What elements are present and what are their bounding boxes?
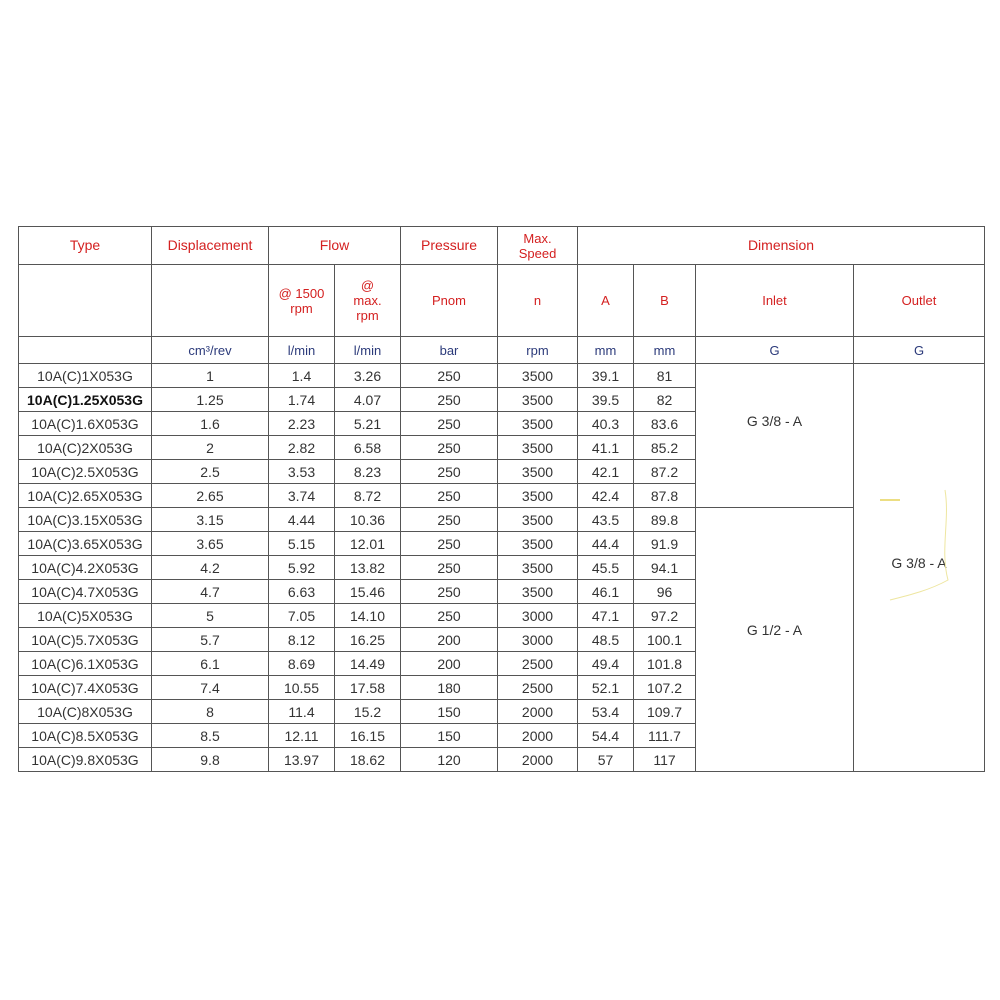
cell-b: 81 — [634, 364, 696, 388]
cell-type: 10A(C)2X053G — [19, 436, 152, 460]
cell-a: 42.1 — [578, 460, 634, 484]
cell-b: 91.9 — [634, 532, 696, 556]
unit-inlet: G — [696, 337, 854, 364]
header-b: B — [634, 265, 696, 337]
cell-pressure: 250 — [401, 508, 498, 532]
header-row-sub — [19, 265, 985, 337]
cell-flow-1500: 6.63 — [269, 580, 335, 604]
cell-inlet-group: G 3/8 - A — [696, 364, 854, 508]
cell-displacement: 3.65 — [152, 532, 269, 556]
cell-pressure: 250 — [401, 364, 498, 388]
cell-flow-max: 8.72 — [335, 484, 401, 508]
cell-flow-max: 8.23 — [335, 460, 401, 484]
cell-speed: 3500 — [498, 532, 578, 556]
cell-flow-max: 15.46 — [335, 580, 401, 604]
header-pressure: Pressure — [401, 227, 498, 265]
cell-a: 39.5 — [578, 388, 634, 412]
cell-flow-max: 6.58 — [335, 436, 401, 460]
cell-outlet: G 3/8 - A — [854, 364, 985, 772]
header-displacement: Displacement — [152, 227, 269, 265]
cell-flow-max: 17.58 — [335, 676, 401, 700]
header-flow: Flow — [269, 227, 401, 265]
cell-displacement: 4.7 — [152, 580, 269, 604]
cell-pressure: 250 — [401, 532, 498, 556]
cell-speed: 3500 — [498, 556, 578, 580]
header-dimension: Dimension — [578, 227, 985, 265]
cell-type: 10A(C)5X053G — [19, 604, 152, 628]
cell-flow-1500: 13.97 — [269, 748, 335, 772]
cell-type: 10A(C)9.8X053G — [19, 748, 152, 772]
header-pnom: Pnom — [401, 265, 498, 337]
cell-flow-1500: 3.74 — [269, 484, 335, 508]
cell-b: 87.2 — [634, 460, 696, 484]
cell-pressure: 250 — [401, 388, 498, 412]
cell-pressure: 250 — [401, 484, 498, 508]
cell-speed: 3500 — [498, 388, 578, 412]
cell-type: 10A(C)1X053G — [19, 364, 152, 388]
cell-type: 10A(C)5.7X053G — [19, 628, 152, 652]
unit-flow-max: l/min — [335, 337, 401, 364]
cell-displacement: 1.6 — [152, 412, 269, 436]
cell-flow-1500: 2.82 — [269, 436, 335, 460]
header-a: A — [578, 265, 634, 337]
cell-flow-1500: 4.44 — [269, 508, 335, 532]
cell-b: 111.7 — [634, 724, 696, 748]
cell-a: 45.5 — [578, 556, 634, 580]
cell-flow-max: 14.10 — [335, 604, 401, 628]
cell-speed: 2500 — [498, 676, 578, 700]
unit-displacement: cm³/rev — [152, 337, 269, 364]
table-row — [19, 508, 985, 532]
cell-pressure: 250 — [401, 460, 498, 484]
cell-pressure: 180 — [401, 676, 498, 700]
unit-type-empty — [19, 337, 152, 364]
cell-type: 10A(C)3.65X053G — [19, 532, 152, 556]
cell-type: 10A(C)4.7X053G — [19, 580, 152, 604]
cell-type: 10A(C)2.5X053G — [19, 460, 152, 484]
cell-inlet-group: G 1/2 - A — [696, 508, 854, 772]
cell-b: 109.7 — [634, 700, 696, 724]
unit-speed: rpm — [498, 337, 578, 364]
cell-flow-max: 16.15 — [335, 724, 401, 748]
cell-speed: 3500 — [498, 580, 578, 604]
cell-flow-1500: 1.4 — [269, 364, 335, 388]
cell-speed: 3500 — [498, 364, 578, 388]
cell-flow-max: 16.25 — [335, 628, 401, 652]
cell-displacement: 1 — [152, 364, 269, 388]
header-row-main — [19, 227, 985, 265]
cell-displacement: 2.5 — [152, 460, 269, 484]
cell-flow-1500: 5.92 — [269, 556, 335, 580]
cell-flow-max: 15.2 — [335, 700, 401, 724]
cell-a: 40.3 — [578, 412, 634, 436]
header-flow-max: @ max. rpm — [335, 265, 401, 337]
cell-displacement: 3.15 — [152, 508, 269, 532]
cell-flow-max: 12.01 — [335, 532, 401, 556]
cell-b: 82 — [634, 388, 696, 412]
cell-type: 10A(C)4.2X053G — [19, 556, 152, 580]
cell-flow-1500: 10.55 — [269, 676, 335, 700]
cell-b: 85.2 — [634, 436, 696, 460]
cell-a: 41.1 — [578, 436, 634, 460]
cell-speed: 2000 — [498, 748, 578, 772]
cell-displacement: 6.1 — [152, 652, 269, 676]
cell-flow-1500: 7.05 — [269, 604, 335, 628]
cell-b: 107.2 — [634, 676, 696, 700]
cell-pressure: 200 — [401, 652, 498, 676]
header-inlet: Inlet — [696, 265, 854, 337]
cell-flow-max: 13.82 — [335, 556, 401, 580]
cell-a: 48.5 — [578, 628, 634, 652]
cell-a: 49.4 — [578, 652, 634, 676]
cell-flow-1500: 8.69 — [269, 652, 335, 676]
cell-flow-1500: 2.23 — [269, 412, 335, 436]
cell-flow-1500: 8.12 — [269, 628, 335, 652]
cell-displacement: 7.4 — [152, 676, 269, 700]
cell-pressure: 250 — [401, 580, 498, 604]
cell-speed: 3500 — [498, 460, 578, 484]
cell-a: 47.1 — [578, 604, 634, 628]
header-max-speed: Max. Speed — [498, 227, 578, 265]
cell-flow-max: 14.49 — [335, 652, 401, 676]
cell-flow-1500: 5.15 — [269, 532, 335, 556]
cell-displacement: 1.25 — [152, 388, 269, 412]
cell-flow-max: 18.62 — [335, 748, 401, 772]
cell-pressure: 250 — [401, 412, 498, 436]
cell-pressure: 150 — [401, 700, 498, 724]
header-sub-empty-2 — [152, 265, 269, 337]
cell-pressure: 150 — [401, 724, 498, 748]
cell-b: 94.1 — [634, 556, 696, 580]
cell-displacement: 5.7 — [152, 628, 269, 652]
cell-speed: 3500 — [498, 484, 578, 508]
cell-speed: 2000 — [498, 724, 578, 748]
cell-speed: 2500 — [498, 652, 578, 676]
cell-b: 87.8 — [634, 484, 696, 508]
cell-type: 10A(C)7.4X053G — [19, 676, 152, 700]
cell-a: 46.1 — [578, 580, 634, 604]
cell-a: 52.1 — [578, 676, 634, 700]
cell-pressure: 250 — [401, 604, 498, 628]
header-outlet: Outlet — [854, 265, 985, 337]
cell-displacement: 8.5 — [152, 724, 269, 748]
unit-flow-1500: l/min — [269, 337, 335, 364]
spec-table — [18, 226, 985, 772]
unit-pressure: bar — [401, 337, 498, 364]
cell-type: 10A(C)6.1X053G — [19, 652, 152, 676]
cell-displacement: 9.8 — [152, 748, 269, 772]
cell-a: 43.5 — [578, 508, 634, 532]
cell-b: 117 — [634, 748, 696, 772]
cell-type: 10A(C)1.25X053G — [19, 388, 152, 412]
cell-flow-1500: 3.53 — [269, 460, 335, 484]
cell-a: 57 — [578, 748, 634, 772]
cell-flow-1500: 11.4 — [269, 700, 335, 724]
cell-speed: 3000 — [498, 604, 578, 628]
cell-b: 100.1 — [634, 628, 696, 652]
cell-flow-1500: 12.11 — [269, 724, 335, 748]
cell-flow-max: 10.36 — [335, 508, 401, 532]
table-row — [19, 364, 985, 388]
cell-a: 44.4 — [578, 532, 634, 556]
cell-pressure: 250 — [401, 556, 498, 580]
cell-b: 97.2 — [634, 604, 696, 628]
cell-displacement: 4.2 — [152, 556, 269, 580]
cell-b: 96 — [634, 580, 696, 604]
cell-speed: 3500 — [498, 412, 578, 436]
cell-speed: 3500 — [498, 508, 578, 532]
header-n: n — [498, 265, 578, 337]
cell-speed: 2000 — [498, 700, 578, 724]
cell-type: 10A(C)1.6X053G — [19, 412, 152, 436]
cell-pressure: 250 — [401, 436, 498, 460]
cell-a: 54.4 — [578, 724, 634, 748]
cell-displacement: 5 — [152, 604, 269, 628]
units-row — [19, 337, 985, 364]
cell-speed: 3000 — [498, 628, 578, 652]
cell-flow-max: 3.26 — [335, 364, 401, 388]
cell-pressure: 120 — [401, 748, 498, 772]
cell-speed: 3500 — [498, 436, 578, 460]
unit-outlet: G — [854, 337, 985, 364]
cell-b: 101.8 — [634, 652, 696, 676]
cell-displacement: 2 — [152, 436, 269, 460]
cell-flow-max: 4.07 — [335, 388, 401, 412]
cell-a: 53.4 — [578, 700, 634, 724]
cell-type: 10A(C)2.65X053G — [19, 484, 152, 508]
cell-type: 10A(C)3.15X053G — [19, 508, 152, 532]
header-type: Type — [19, 227, 152, 265]
unit-b: mm — [634, 337, 696, 364]
cell-type: 10A(C)8X053G — [19, 700, 152, 724]
header-sub-empty-1 — [19, 265, 152, 337]
unit-a: mm — [578, 337, 634, 364]
header-flow-1500: @ 1500 rpm — [269, 265, 335, 337]
cell-pressure: 200 — [401, 628, 498, 652]
cell-flow-1500: 1.74 — [269, 388, 335, 412]
cell-displacement: 8 — [152, 700, 269, 724]
cell-a: 39.1 — [578, 364, 634, 388]
cell-b: 83.6 — [634, 412, 696, 436]
cell-displacement: 2.65 — [152, 484, 269, 508]
cell-type: 10A(C)8.5X053G — [19, 724, 152, 748]
cell-a: 42.4 — [578, 484, 634, 508]
cell-b: 89.8 — [634, 508, 696, 532]
cell-flow-max: 5.21 — [335, 412, 401, 436]
